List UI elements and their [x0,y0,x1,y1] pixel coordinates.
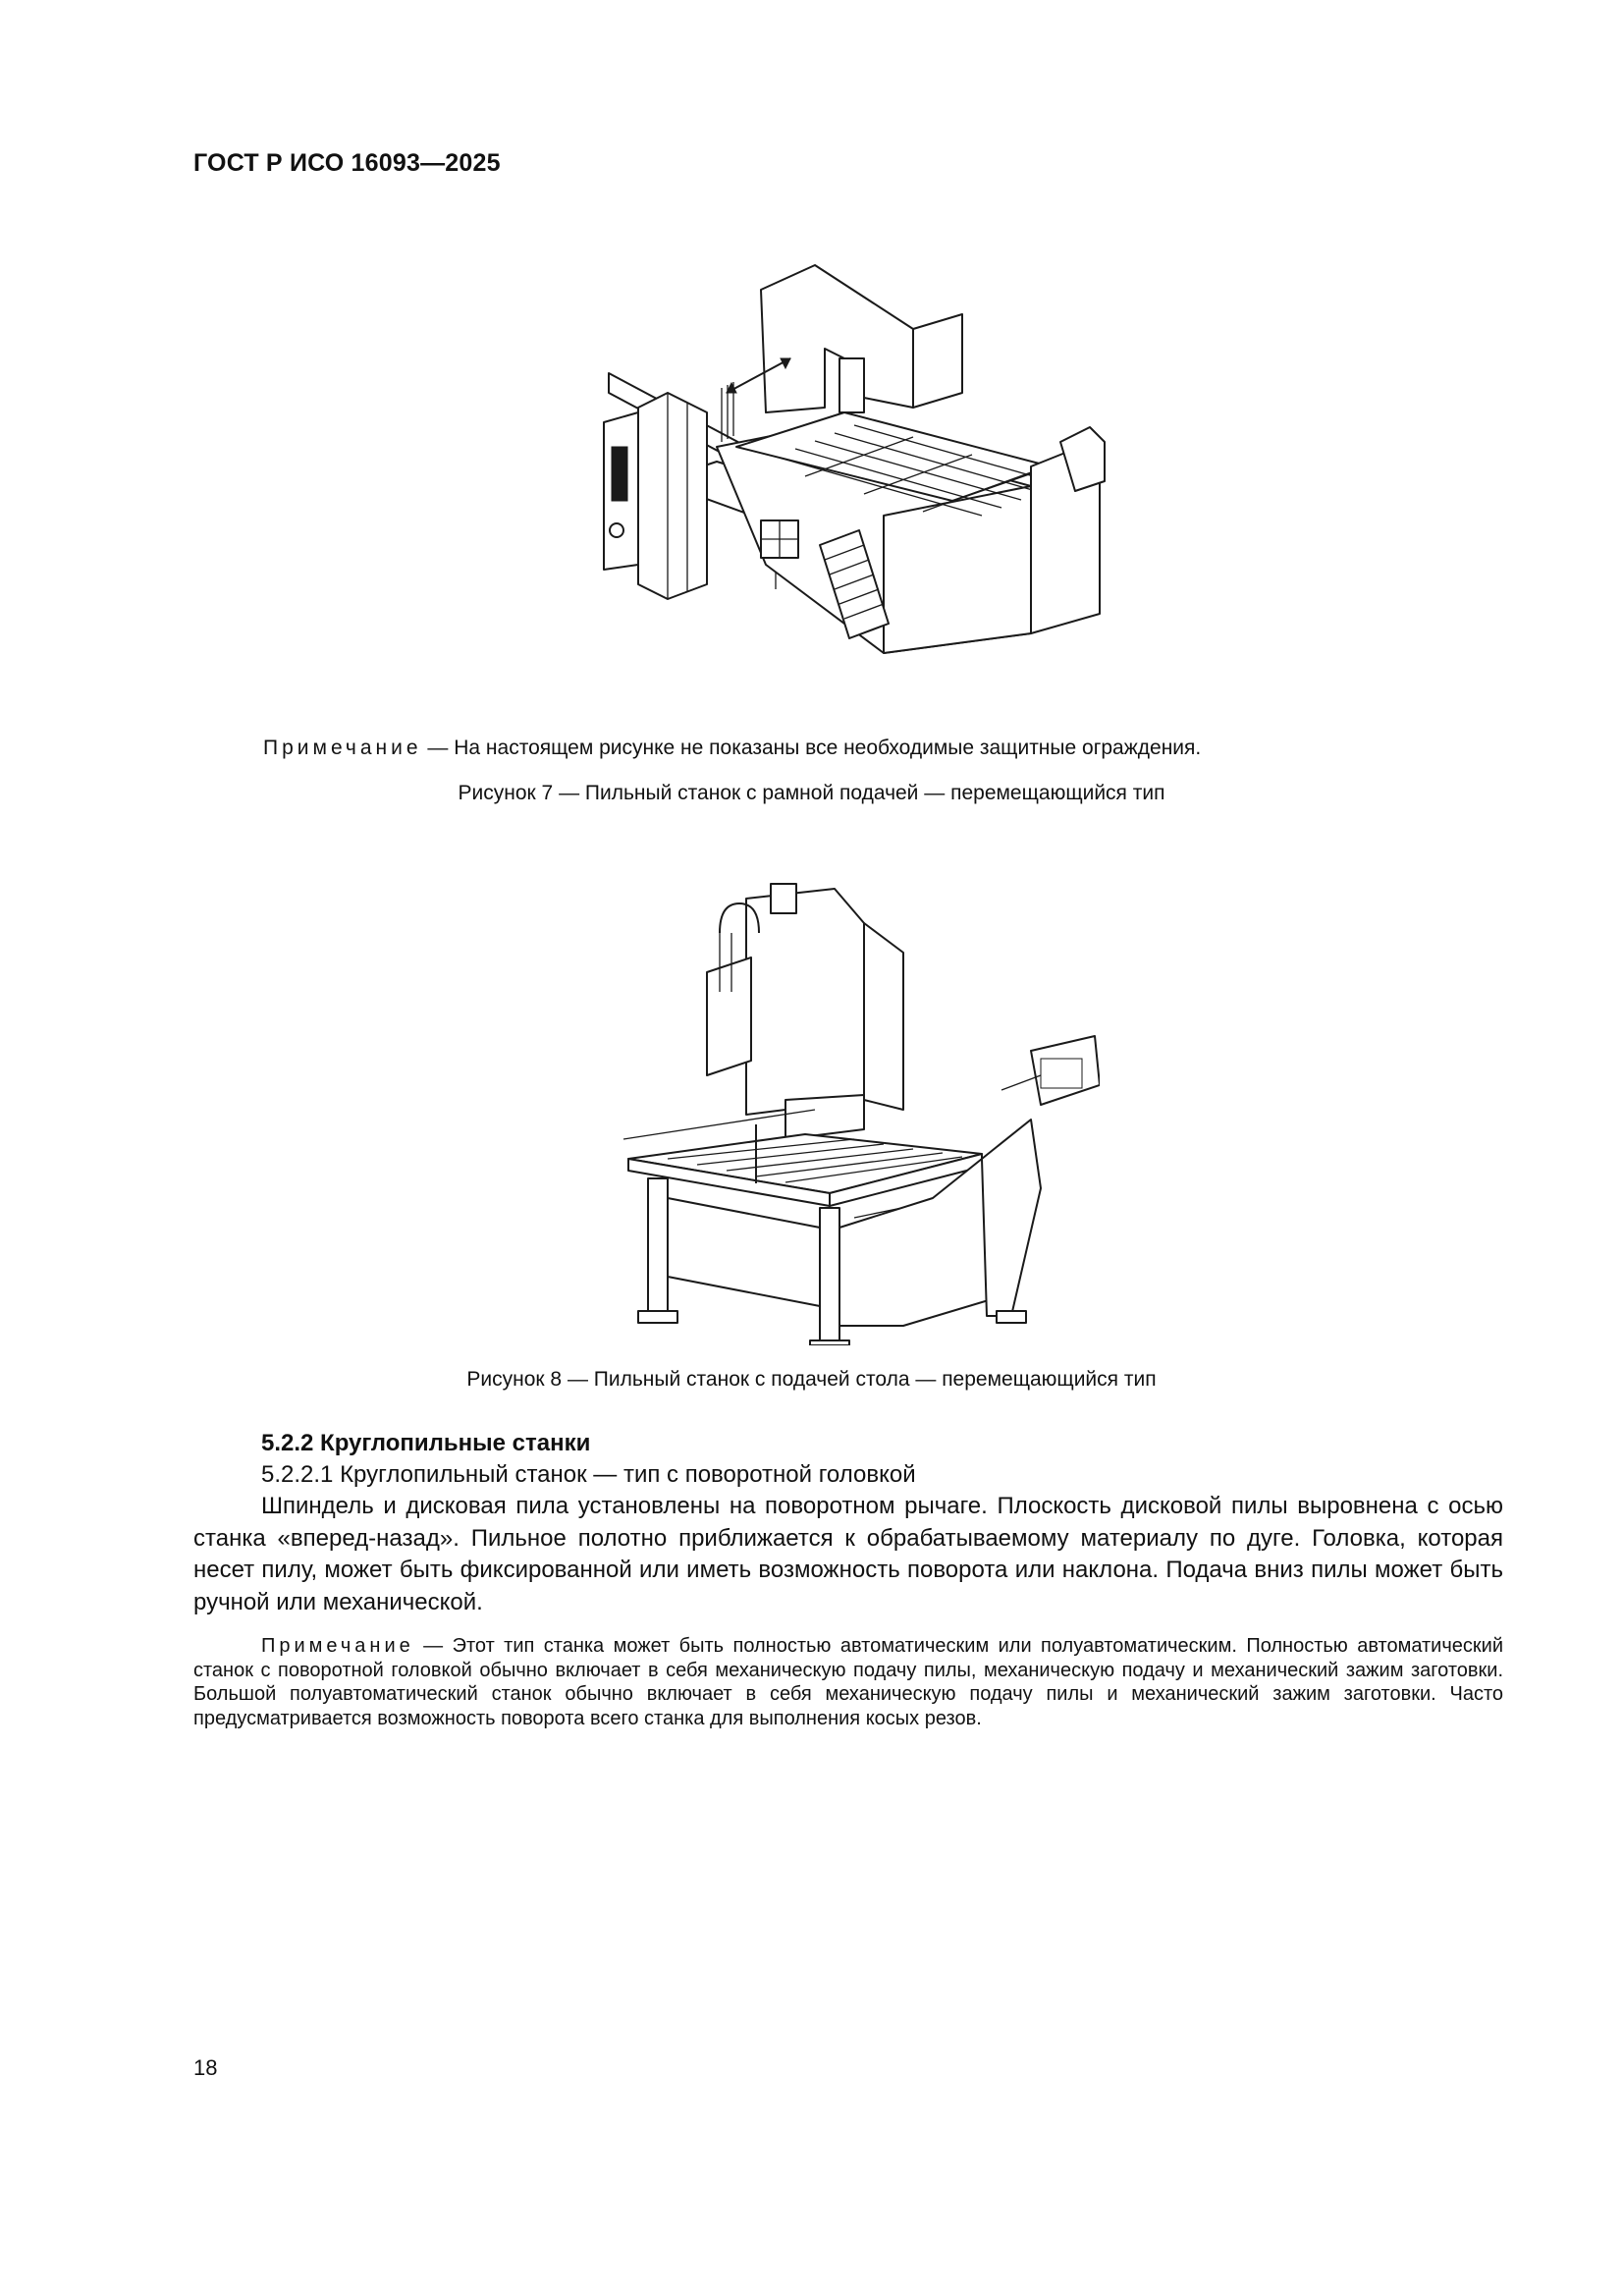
figure-8-illustration [609,864,1100,1345]
body-paragraph: Шпиндель и дисковая пила установлены на поворотном рычаге. Плоскость дисковой пилы выровнена с осью станка «вперед-назад». Пильное полотно приближается к обрабатываемому материалу по дуге. Головка, которая несет пилу, может быть фиксированной или иметь возможность поворота или наклона. Подача вниз пилы может быть ручной или механической. [193,1493,1503,1615]
subsection-heading: 5.2.2.1 Круглопильный станок — тип с поворотной головкой [261,1461,916,1488]
section-note [193,1634,1503,1730]
note-dash: — [413,1635,453,1657]
note-text: На настоящем рисунке не показаны все необходимые защитные ограждения. [454,737,1202,759]
figure-7-caption: Рисунок 7 — Пильный станок с рамной подачей — перемещающийся тип [458,782,1165,804]
figure-7-illustration [589,221,1119,687]
note-dash: — [421,737,455,759]
note-label: Примечание [263,737,422,759]
note-label: Примечание [261,1635,414,1657]
section-heading: 5.2.2 Круглопильные станки [261,1430,591,1456]
page-number: 18 [193,2055,218,2080]
figure-7-note [263,737,1201,760]
document-header: ГОСТ Р ИСО 16093—2025 [193,149,501,177]
figure-8-caption: Рисунок 8 — Пильный станок с подачей стола — перемещающийся тип [466,1368,1157,1391]
note-text: Этот тип станка может быть полностью автоматическим или полуавтоматическим. Полностью автоматический станок с поворотной головкой обычно включает в себя механическую подачу пилы, механическую подачу и механический зажим заготовки. Большой полуавтоматический станок обычно включает в себя механическую подачу пилы и механический зажим заготовки. Часто предусматривается возможность поворота всего станка для выполнения косых резов. [193,1635,1503,1729]
